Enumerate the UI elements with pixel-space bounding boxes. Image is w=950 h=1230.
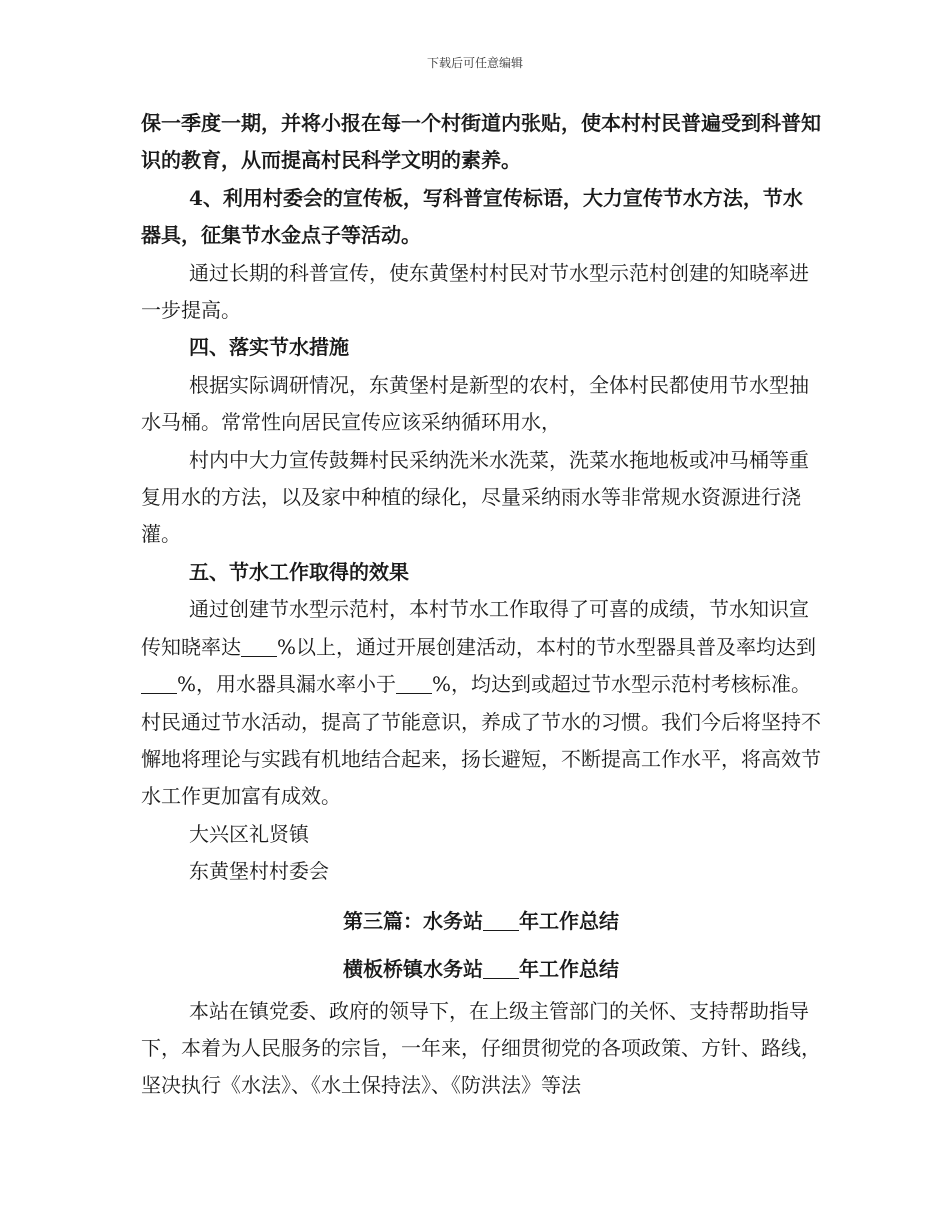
chapter-title-part-b: 年工作总结 <box>519 908 619 933</box>
signature-committee: 东黄堡村村委会 <box>189 859 329 884</box>
paragraph-6-part-b: %以上，通过开展创建活动，本村的节水型器具普及率均达到 <box>277 634 817 659</box>
paragraph-2: 4、利用村委会的宣传板，写科普宣传标语，大力宣传节水方法，节水器具，征集节水金点子等活动。 <box>141 185 803 248</box>
document-body <box>141 105 821 1105</box>
paragraph-6 <box>141 591 821 815</box>
paragraph-4: 根据实际调研情况，东黄堡村是新型的农村，全体村民都使用节水型抽水马桶。常常性向居民宣传应该采纳循环用水， <box>141 372 809 435</box>
paragraph-1: 保一季度一期，并将小报在每一个村街道内张贴，使本村村民普遍受到科普知识的教育，从而提高村民科学文明的素养。 <box>141 111 821 173</box>
chapter-title <box>141 897 821 945</box>
paragraph-5: 村内中大力宣传鼓舞村民采纳洗米水洗菜，洗菜水拖地板或冲马桶等重复用水的方法，以及家中种植的绿化，尽量采纳雨水等非常规水资源进行浇灌。 <box>141 447 809 547</box>
blank-line <box>396 673 432 694</box>
paragraph-6-part-a: 通过创建节水型示范村，本村节水工作取得了可喜的成绩，节水知识宣传知晓率达 <box>141 597 809 659</box>
section-heading-5: 五、节水工作取得的效果 <box>189 559 409 584</box>
page-header: 下载后可任意编辑 <box>426 56 523 70</box>
signature-town: 大兴区礼贤镇 <box>189 821 309 846</box>
section-heading-4: 四、落实节水措施 <box>189 335 349 360</box>
article-title-part-a: 横板桥镇水务站 <box>343 956 483 981</box>
paragraph-7: 本站在镇党委、政府的领导下，在上级主管部门的关怀、支持帮助指导下，本着为人民服务的宗旨，一年来，仔细贯彻党的各项政策、方针、路线，坚决执行《水法》、《水土保持法》、《防洪法》等法 <box>141 998 821 1098</box>
article-title-part-b: 年工作总结 <box>519 956 619 981</box>
blank-line <box>483 958 519 979</box>
blank-line <box>483 910 519 931</box>
paragraph-6-part-d: %，均达到或超过节水型示范村考核标准。村民通过节水活动，提高了节能意识，养成了节水的习惯。我们今后将坚持不懈地将理论与实践有机地结合起来，扬长避短，不断提高工作水平，将高效节水工作更加富有成效。 <box>141 672 821 809</box>
paragraph-6-part-c: %，用水器具漏水率小于 <box>177 672 397 697</box>
article-title <box>141 945 821 993</box>
chapter-title-part-a: 第三篇：水务站 <box>343 908 483 933</box>
blank-line <box>241 636 277 657</box>
paragraph-3: 通过长期的科普宣传，使东黄堡村村民对节水型示范村创建的知晓率进一步提高。 <box>141 260 809 323</box>
blank-line <box>141 673 177 694</box>
